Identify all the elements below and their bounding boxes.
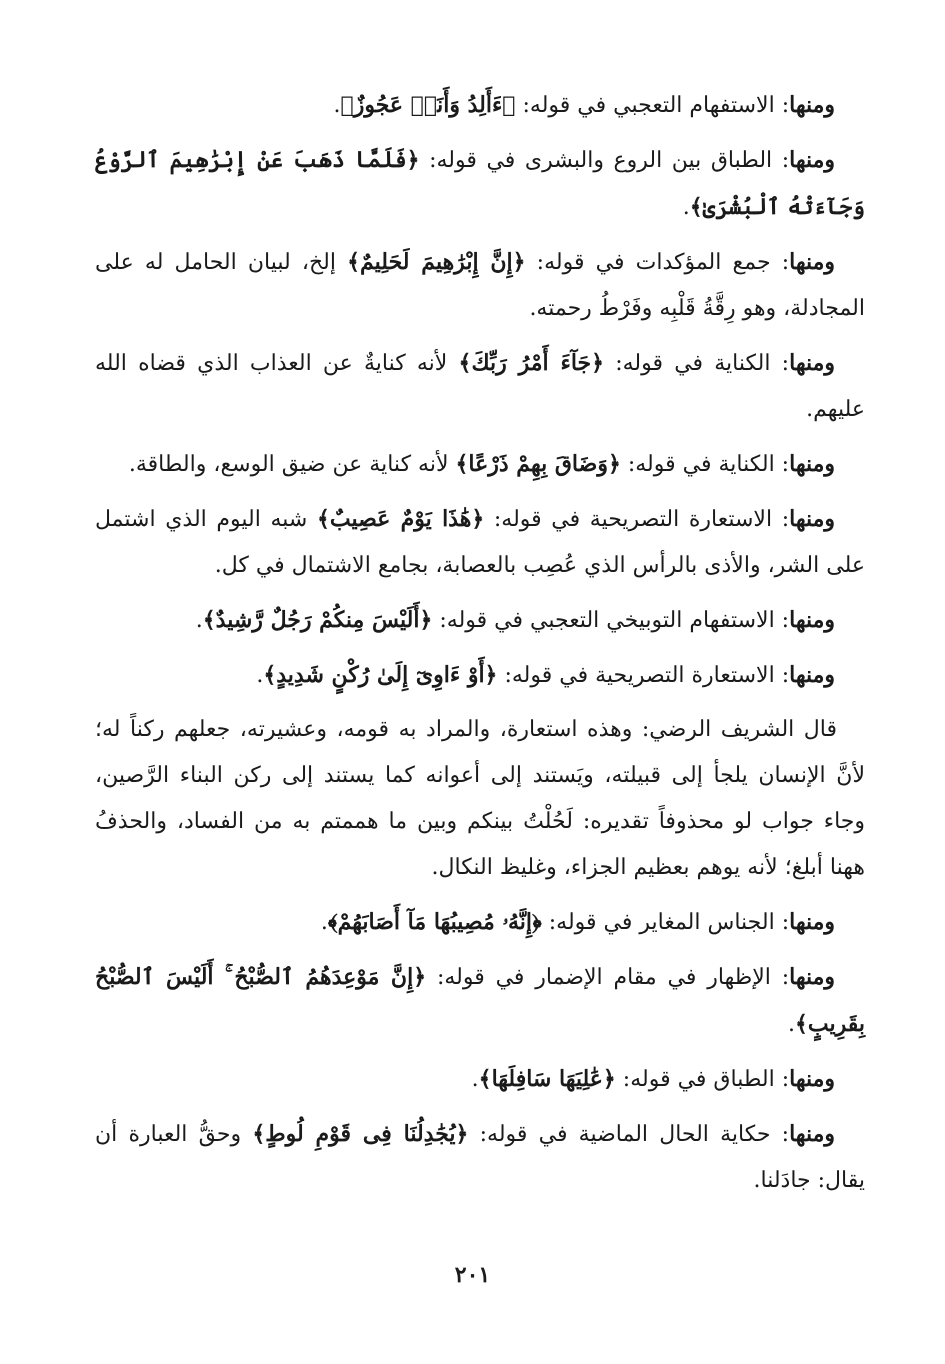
- paragraph-text: : الكناية في قوله:: [620, 452, 790, 477]
- paragraph: [95, 1111, 865, 1204]
- quran-verse: ﴿ءَأَلِدُ وَأَنَا۠ عَجُوزٌ﴾: [340, 92, 516, 118]
- paragraph-text: : الإظهار في مقام الإضمار في قوله:: [426, 965, 790, 990]
- paragraph-lead: ومنها: [789, 249, 835, 275]
- paragraph-text: : الاستعارة التصريحية في قوله:: [497, 663, 790, 688]
- paragraph: [95, 496, 865, 589]
- quran-verse: ﴿وَضَاقَ بِهِمْ ذَرْعًا﴾: [455, 451, 621, 477]
- page-body: [95, 82, 865, 1212]
- paragraph-text: : الجناس المغاير في قوله:: [541, 910, 790, 935]
- paragraph-text-after: لأنه كنايةٌ عن العذاب الذي قضاه الله عليهم.: [95, 351, 865, 422]
- paragraph-lead: ومنها: [789, 451, 835, 477]
- paragraph-text-after: وحقُّ العبارة أن يقال: جادَلنا.: [95, 1122, 865, 1193]
- paragraph-text: : الاستفهام التوبيخي التعجبي في قوله:: [432, 608, 790, 633]
- paragraph: [95, 954, 865, 1048]
- paragraph-lead: ومنها: [789, 964, 836, 990]
- quran-verse: ﴿جَآءَ أَمْرُ رَبِّكَ﴾: [458, 350, 605, 376]
- paragraph: [95, 652, 865, 699]
- quran-verse: ﴿إِنَّ إِبْرَٰهِيمَ لَحَلِيمٌ﴾: [347, 249, 526, 275]
- paragraph: [95, 899, 865, 946]
- paragraph-lead: ومنها: [789, 1066, 835, 1092]
- quran-verse: ﴿عَٰلِيَهَا سَافِلَهَا﴾: [478, 1066, 616, 1092]
- paragraph-lead: ومنها: [789, 350, 835, 376]
- quran-verse: ﴿إِنَّهُۥ مُصِيبُهَا مَآ أَصَابَهُمْ﴾: [327, 909, 542, 935]
- paragraph: [95, 137, 865, 231]
- paragraph-lead: ومنها: [789, 506, 835, 532]
- paragraph: [95, 441, 865, 488]
- paragraph-text: : الاستفهام التعجبي في قوله:: [515, 93, 790, 118]
- paragraph-lead: ومنها: [789, 662, 835, 688]
- paragraph-text: : جمع المؤكدات في قوله:: [525, 250, 790, 275]
- page-number: ٢٠١: [454, 1262, 491, 1288]
- paragraph-text-after: .: [787, 1012, 795, 1037]
- paragraph: [95, 1056, 865, 1103]
- quran-verse: ﴿هَٰذَا يَوْمٌ عَصِيبٌ﴾: [317, 506, 485, 532]
- paragraph-lead: ومنها: [789, 1121, 835, 1147]
- paragraph-text-after: .: [195, 608, 203, 633]
- paragraph-text-after: .: [333, 93, 341, 118]
- paragraph-text-after: .: [320, 910, 328, 935]
- paragraph: [95, 82, 865, 129]
- paragraph-text-after: .: [471, 1067, 479, 1092]
- paragraph-text: قال الشريف الرضي: وهذه استعارة، والمراد به قومه، وعشيرته، جعلهم ركناً له؛ لأنَّ الإنسان يلجأ إلى قبيلته، ويَستند إلى أعوانه كما يستند إلى ركن البناء الرَّصين، وجاء جواب لو محذوفاً تقديره: لَحُلْتُ بينكم وبين ما هممتم به من الفساد، والحذفُ ههنا أبلغ؛ لأنه يوهم بعظيم الجزاء، وغليظ النكال.: [95, 717, 865, 880]
- quote-paragraph: [95, 707, 865, 891]
- paragraph-text: : الطباق بين الروع والبشرى في قوله:: [419, 148, 790, 173]
- paragraph: [95, 239, 865, 332]
- paragraph-lead: ومنها: [789, 909, 835, 935]
- quran-verse: ﴿فَلَمَّا ذَهَبَ عَنْ إِبْرَٰهِيمَ ٱلرَّوْعُ وَجَآءَتْهُ ٱلْبُشْرَىٰ﴾: [95, 147, 865, 220]
- paragraph-text-after: .: [256, 663, 264, 688]
- paragraph: [95, 597, 865, 644]
- paragraph-text: : الكناية في قوله:: [604, 351, 790, 376]
- paragraph-text: : الطباق في قوله:: [615, 1067, 790, 1092]
- paragraph-lead: ومنها: [789, 607, 835, 633]
- quran-verse: ﴿أَوْ ءَاوِىٓ إِلَىٰ رُكْنٍ شَدِيدٍ﴾: [263, 662, 498, 688]
- paragraph-text-after: شبه اليوم الذي اشتمل على الشر، والأذى بالرأس الذي عُصِب بالعصابة، بجامع الاشتمال في كل.: [95, 507, 865, 578]
- quran-verse: ﴿إِنَّ مَوْعِدَهُمُ ٱلصُّبْحُ ۚ أَلَيْسَ ٱلصُّبْحُ بِقَرِيبٍ﴾: [95, 964, 865, 1037]
- paragraph-text-after: لأنه كناية عن ضيق الوسع، والطاقة.: [128, 452, 456, 477]
- paragraph-text: : الاستعارة التصريحية في قوله:: [484, 507, 790, 532]
- paragraph-text-after: .: [682, 195, 690, 220]
- paragraph-text: : حكاية الحال الماضية في قوله:: [468, 1122, 790, 1147]
- paragraph-text-after: إلخ، لبيان الحامل له على المجادلة، وهو رِقَّةُ قَلْبِه وفَرْطُ رحمته.: [95, 250, 865, 321]
- paragraph-lead: ومنها: [789, 147, 835, 173]
- paragraph-lead: ومنها: [789, 92, 835, 118]
- quran-verse: ﴿يُجَٰدِلُنَا فِى قَوْمِ لُوطٍ﴾: [252, 1121, 469, 1147]
- paragraph: [95, 340, 865, 433]
- quran-verse: ﴿أَلَيْسَ مِنكُمْ رَجُلٌ رَّشِيدٌ﴾: [202, 607, 433, 633]
